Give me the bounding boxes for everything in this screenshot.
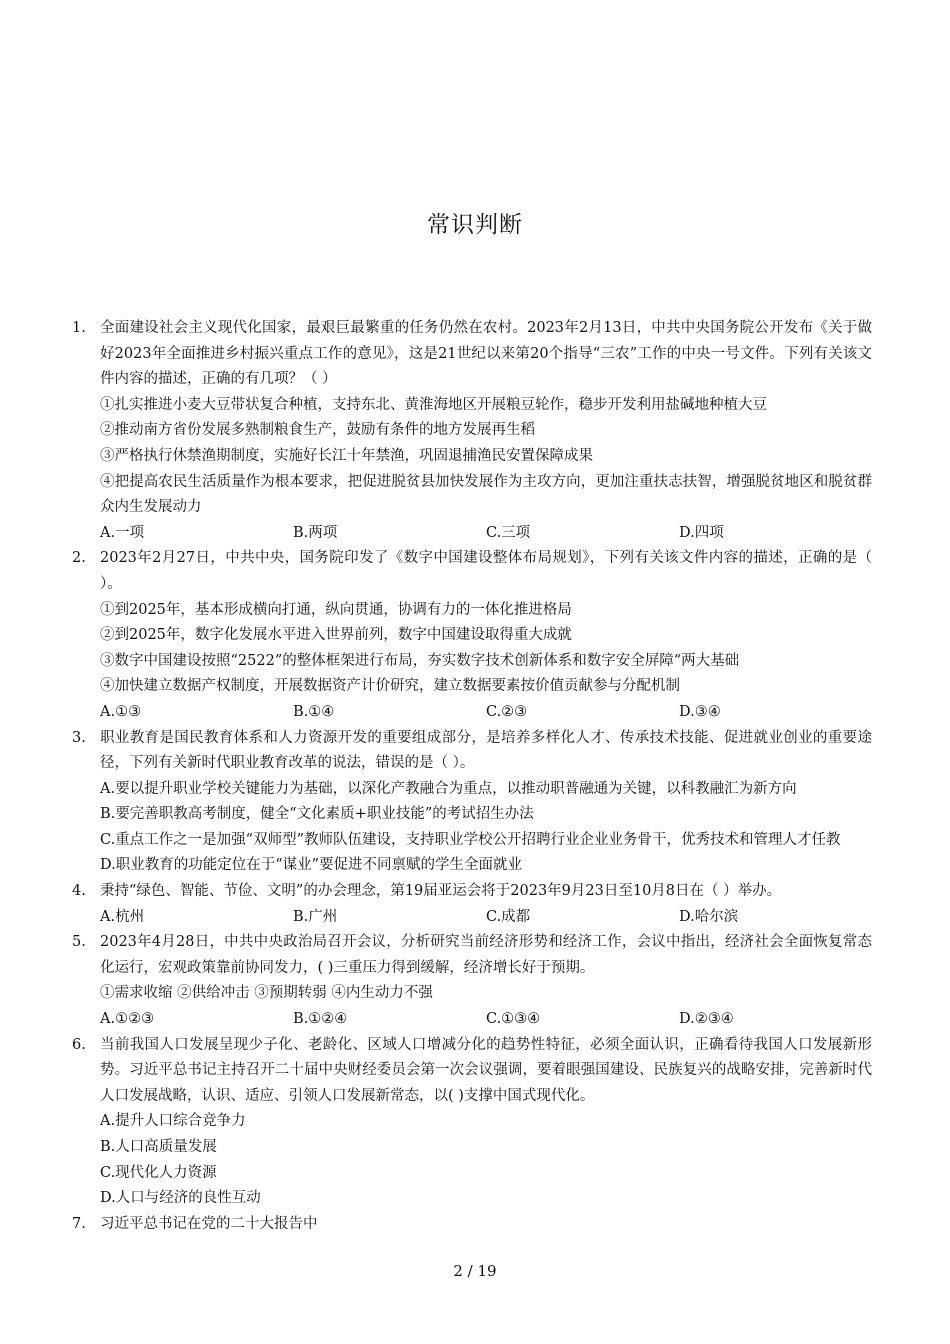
question-1 xyxy=(72,316,872,546)
question-7 xyxy=(72,1212,872,1238)
option-d[interactable]: D.职业教育的功能定位在于“谋业”要促进不同禀赋的学生全面就业 xyxy=(100,857,523,874)
statement-item: ①需求收缩 ②供给冲击 ③预期转弱 ④内生动力不强 xyxy=(100,985,433,1002)
statement-item: ①到2025年，基本形成横向打通，纵向贯通，协调有力的一体化推进格局 xyxy=(100,601,572,618)
question-stem: 2023年4月28日，中共中央政治局召开会议，分析研究当前经济形势和经济工作，会议中指出，经济社会全面恢复常态化运行，宏观政策靠前协同发力，( )三重压力得到缓解，经济增长好于预期。 xyxy=(100,934,872,976)
answer-options xyxy=(100,905,872,931)
question-3 xyxy=(72,726,872,880)
option-b[interactable]: B.广州 xyxy=(293,908,338,925)
option-d[interactable]: D.哈尔滨 xyxy=(679,908,739,925)
option-a[interactable]: A.提升人口综合竞争力 xyxy=(100,1113,246,1130)
question-stem: 当前我国人口发展呈现少子化、老龄化、区域人口增减分化的趋势性特征，必须全面认识，正确看待我国人口发展新形势。习近平总书记主持召开二十届中央财经委员会第一次会议强调，要着眼强国建设、民族复兴的战略安排，完善新时代人口发展战略，认识、适应、引领人口发展新常态，以( )支撑中国式现代化。 xyxy=(100,1036,872,1104)
question-stem: 秉持“绿色、智能、节俭、文明”的办会理念，第19届亚运会将于2023年9月23日至10月8日在（ ）举办。 xyxy=(100,883,782,900)
option-b[interactable]: B.两项 xyxy=(293,524,338,541)
question-4 xyxy=(72,879,872,930)
answer-options xyxy=(100,1109,872,1211)
question-stem: 职业教育是国民教育体系和人力资源开发的重要组成部分，是培养多样化人才、传承技术技能、促进就业创业的重要途径，下列有关新时代职业教育改革的说法，错误的是（ ）。 xyxy=(100,729,872,772)
question-number: 2. xyxy=(72,550,86,567)
option-c[interactable]: C.三项 xyxy=(486,524,531,541)
option-d[interactable]: D.四项 xyxy=(679,524,724,541)
option-b[interactable]: B.人口高质量发展 xyxy=(100,1139,217,1155)
option-a[interactable]: A.一项 xyxy=(100,524,145,541)
question-5 xyxy=(72,930,872,1032)
option-c[interactable]: C.现代化人力资源 xyxy=(100,1164,217,1181)
answer-options xyxy=(100,1007,872,1033)
answer-options xyxy=(100,521,872,547)
question-stem: 2023年2月27日，中共中央，国务院印发了《数字中国建设整体布局规划》，下列有关该文件内容的描述，正确的是（ ）。 xyxy=(100,550,872,592)
option-a[interactable]: A.要以提升职业学校关键能力为基础，以深化产教融合为重点，以推动职普融通为关键，以科教融汇为新方向 xyxy=(100,780,797,797)
answer-options xyxy=(100,700,872,726)
option-d[interactable]: D.人口与经济的良性互动 xyxy=(100,1190,261,1207)
statement-item: ①扎实推进小麦大豆带状复合种植，支持东北、黄淮海地区开展粮豆轮作，稳步开发利用盐碱地种植大豆 xyxy=(100,396,767,413)
question-number: 4. xyxy=(72,883,86,900)
option-a[interactable]: A.杭州 xyxy=(100,908,145,925)
question-2 xyxy=(72,546,872,725)
question-number: 7. xyxy=(72,1215,86,1232)
statement-item: ②到2025年，数字化发展水平进入世界前列，数字中国建设取得重大成就 xyxy=(100,627,572,644)
question-list xyxy=(72,316,872,1237)
option-a[interactable]: A.①②③ xyxy=(100,1011,155,1028)
question-stem: 习近平总书记在党的二十大报告中 xyxy=(100,1215,318,1232)
question-stem: 全面建设社会主义现代化国家，最艰巨最繁重的任务仍然在农村。2023年2月13日，中共中央国务院公开发布《关于做好2023年全面推进乡村振兴重点工作的意见》，这是21世纪以来第20个指导“三农”工作的中央一号文件。下列有关该文件内容的描述，正确的有几项？（ ） xyxy=(100,320,872,388)
option-c[interactable]: C.成都 xyxy=(486,908,531,925)
question-6 xyxy=(72,1033,872,1212)
statement-item: ④把提高农民生活质量作为根本要求，把促进脱贫县加快发展作为主攻方向，更加注重扶志扶智，增强脱贫地区和脱贫群众内生发展动力 xyxy=(100,473,872,516)
option-c[interactable]: C.①③④ xyxy=(486,1011,541,1028)
statement-item: ④加快建立数据产权制度，开展数据资产计价研究，建立数据要素按价值贡献参与分配机制 xyxy=(100,678,680,695)
option-b[interactable]: B.要完善职教高考制度，健全“文化素质+职业技能”的考试招生办法 xyxy=(100,806,534,823)
statement-item: ②推动南方省份发展多熟制粮食生产，鼓励有条件的地方发展再生稻 xyxy=(100,422,535,439)
question-number: 6. xyxy=(72,1036,86,1053)
option-d[interactable]: D.③④ xyxy=(679,703,721,720)
statement-item: ③数字中国建设按照“2522”的整体框架进行布局，夯实数字技术创新体系和数字安全屏障“两大基础 xyxy=(100,652,740,669)
page-number: 2 / 19 xyxy=(453,1262,497,1280)
question-number: 1. xyxy=(72,320,86,336)
question-number: 3. xyxy=(72,729,86,746)
page-title: 常识判断 xyxy=(427,212,523,238)
option-b[interactable]: B.①④ xyxy=(293,703,335,720)
question-number: 5. xyxy=(72,934,86,951)
option-d[interactable]: D.②③④ xyxy=(679,1011,734,1028)
statement-item: ③严格执行休禁渔期制度，实施好长江十年禁渔，巩固退捕渔民安置保障成果 xyxy=(100,447,593,464)
option-b[interactable]: B.①②④ xyxy=(293,1011,348,1028)
option-c[interactable]: C.②③ xyxy=(486,703,528,720)
option-a[interactable]: A.①③ xyxy=(100,703,142,720)
option-c[interactable]: C.重点工作之一是加强“双师型”教师队伍建设，支持职业学校公开招聘行业企业业务骨干，优秀技术和管理人才任教 xyxy=(100,831,841,848)
